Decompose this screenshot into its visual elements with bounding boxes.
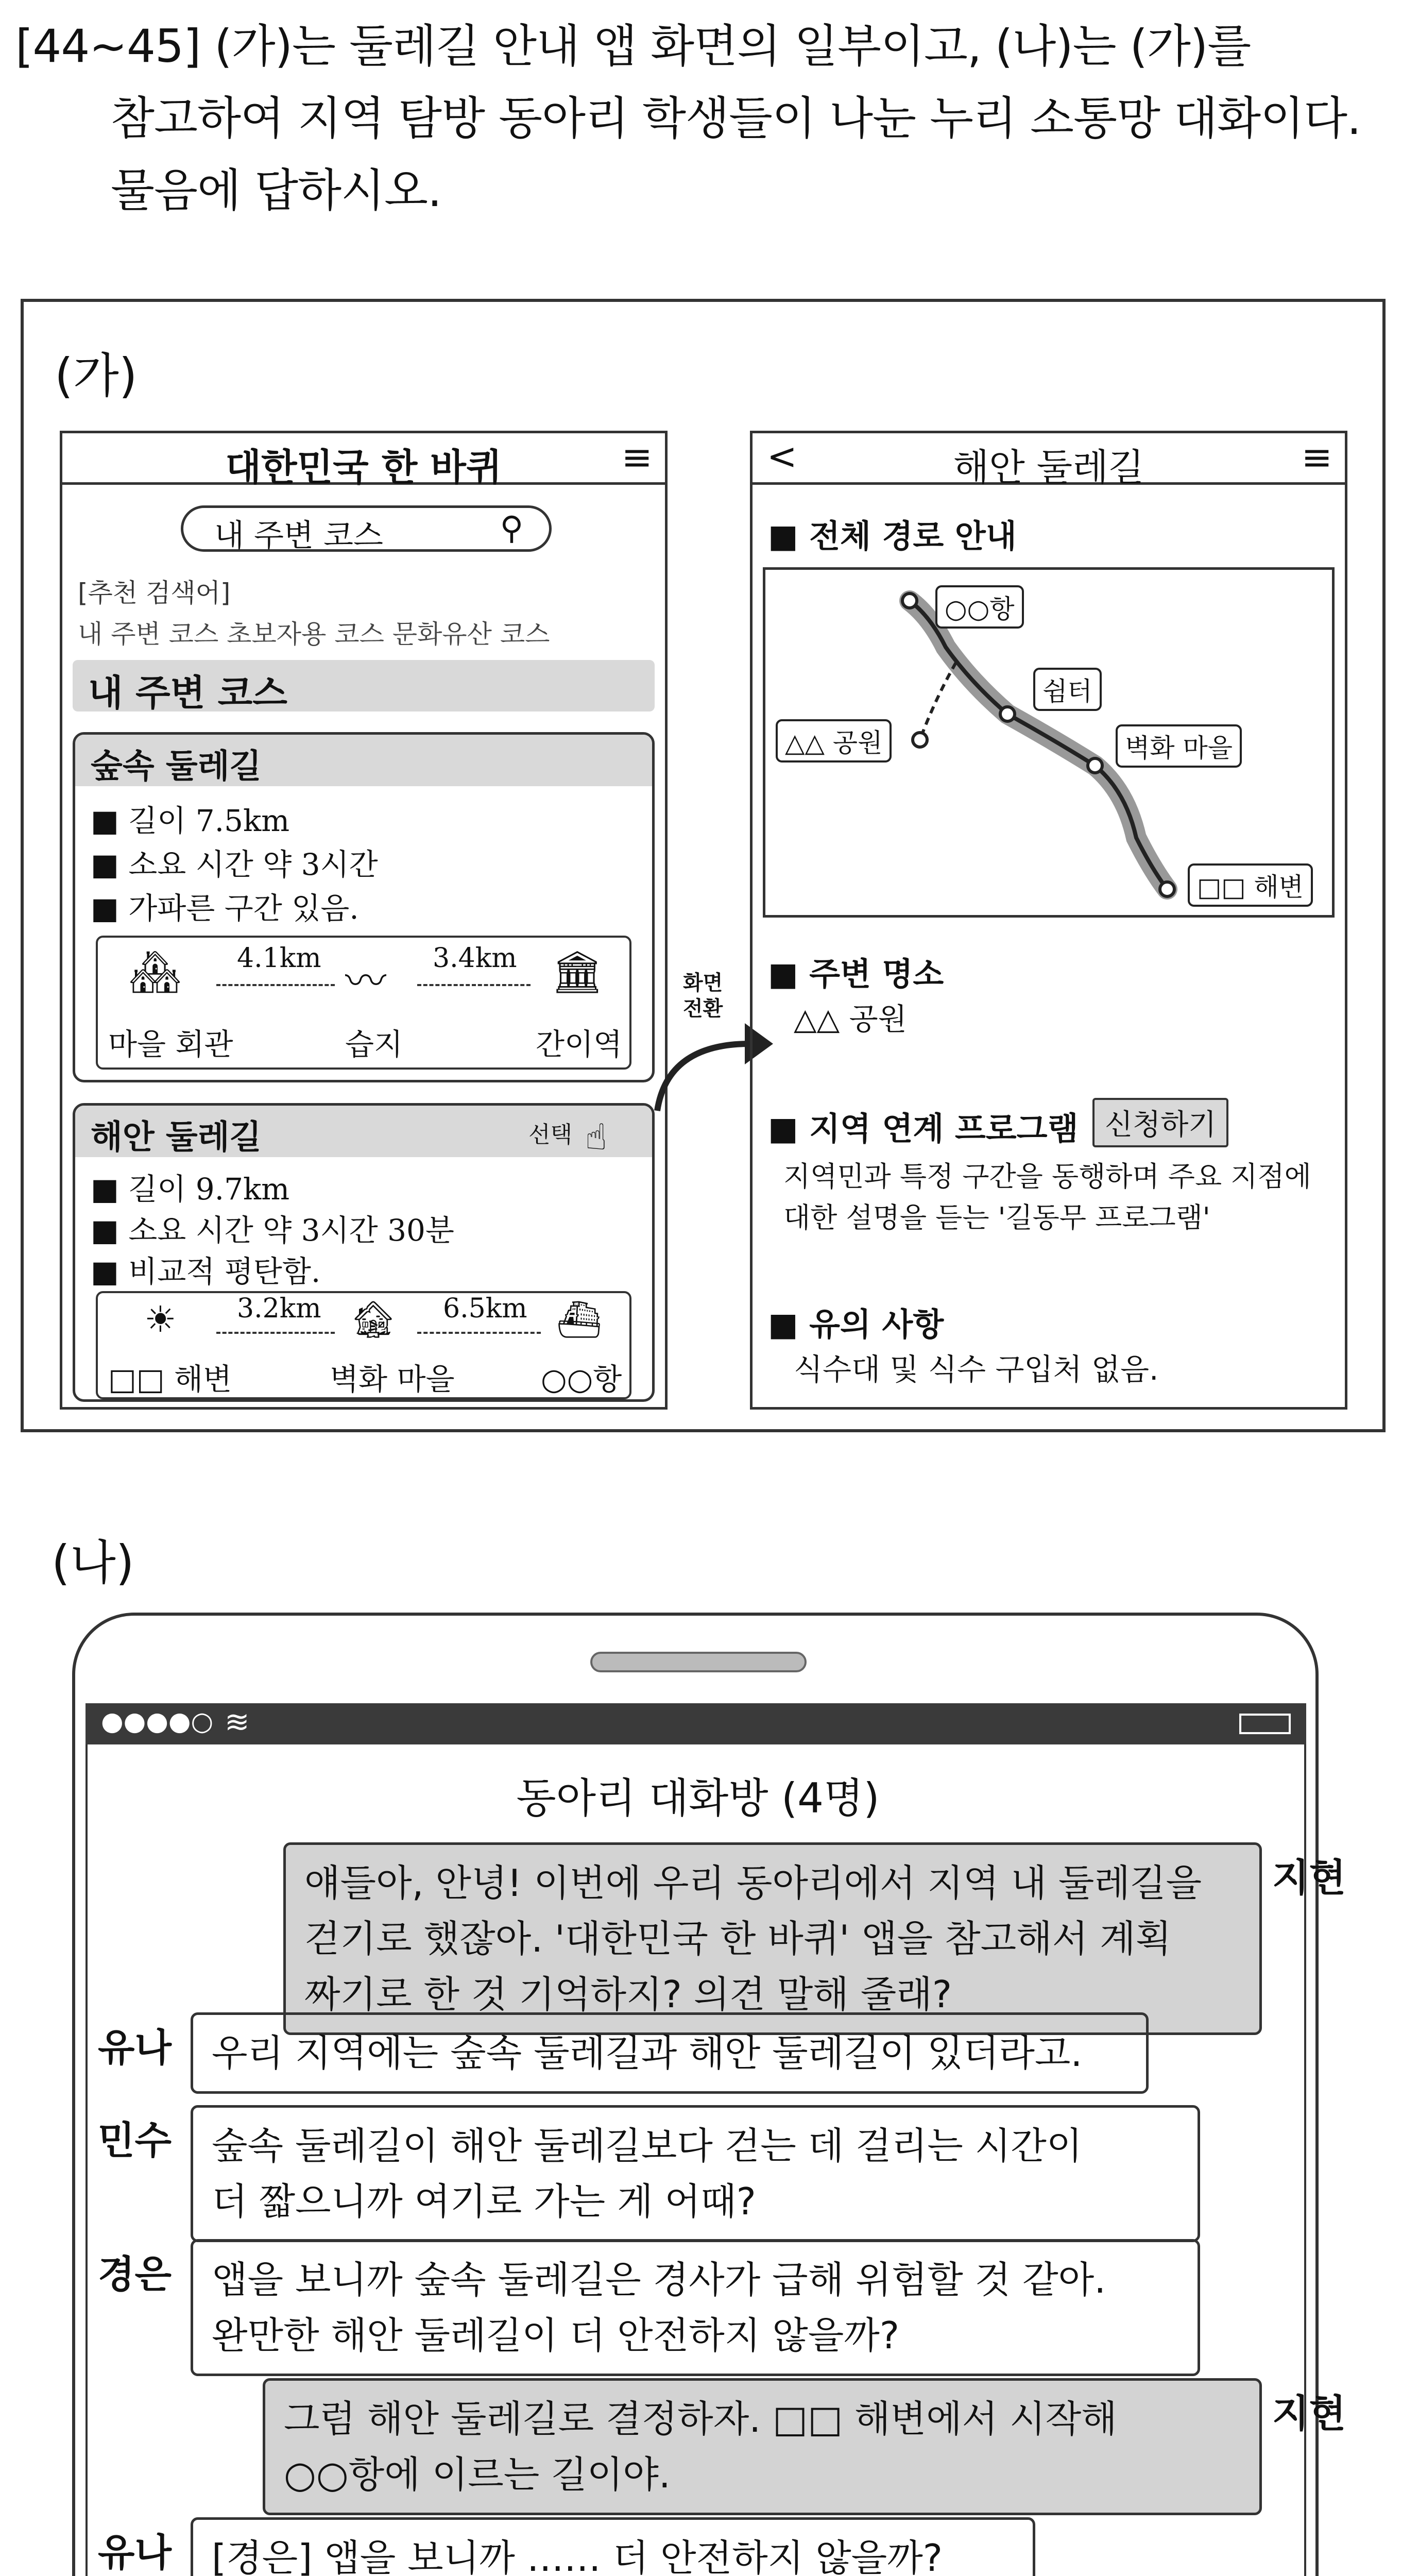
map-label-park: △△ 공원	[776, 719, 892, 762]
notice-heading: ■ 유의 사항	[768, 1306, 944, 1343]
battery-icon	[1239, 1714, 1291, 1734]
landmark-value: △△ 공원	[794, 1002, 907, 1037]
label-na: (나)	[52, 1535, 134, 1590]
chat-bubble[interactable]	[283, 1842, 1262, 2035]
course-info-time: ■ 소요 시간 약 3시간 30분	[91, 1213, 454, 1248]
recommend-items[interactable]: 내 주변 코스 초보자용 코스 문화유산 코스	[78, 619, 550, 649]
route-stop: 마을 회관	[108, 1027, 233, 1062]
search-placeholder: 내 주변 코스	[214, 518, 383, 554]
program-heading: ■ 지역 연계 프로그램	[768, 1110, 1079, 1147]
course-info-time: ■ 소요 시간 약 3시간	[91, 847, 378, 882]
chat-bubble-line: 걷기로 했잖아. '대한민국 한 바퀴' 앱을 참고해서 계획	[304, 1917, 1172, 1960]
question-header-line1: [44~45] (가)는 둘레길 안내 앱 화면의 일부이고, (나)는 (가)를	[15, 20, 1251, 73]
chat-bubble-line: 얘들아, 안녕! 이번에 우리 동아리에서 지역 내 둘레길을	[304, 1861, 1202, 1905]
landmark-heading: ■ 주변 명소	[768, 955, 944, 993]
chat-speaker-name: 유나	[98, 2531, 172, 2575]
chat-bubble-line: 숲속 둘레길이 해안 둘레길보다 걷는 데 걸리는 시간이	[212, 2124, 1083, 2167]
chat-bubble-line: 짜기로 한 것 기억하지? 의견 말해 줄래?	[304, 1973, 952, 2016]
map-label-shelter: 쉼터	[1033, 668, 1102, 711]
app-title: 대한민국 한 바퀴	[225, 446, 502, 489]
route-map[interactable]	[763, 567, 1335, 918]
hand-pointer-icon: ☝	[585, 1116, 607, 1158]
chat-bubble-line: 앱을 보니까 숲속 둘레길은 경사가 급해 위험할 것 같아.	[212, 2258, 1106, 2301]
route-stop: 벽화 마을	[330, 1362, 455, 1397]
chat-bubble-line: 그럼 해안 둘레길로 결정하자. □□ 해변에서 시작해	[284, 2397, 1117, 2441]
recommend-label: [추천 검색어]	[78, 578, 231, 608]
chat-title: 동아리 대화방 (4명)	[516, 1774, 880, 1822]
question-header-line3: 물음에 답하시오.	[111, 164, 442, 217]
chat-bubble-line: 더 짧으니까 여기로 가는 게 어때?	[212, 2180, 756, 2223]
course-card-forest[interactable]	[73, 732, 655, 1082]
chat-bubble[interactable]	[263, 2378, 1262, 2515]
chat-speaker-name: 지현	[1272, 2392, 1346, 2436]
search-icon[interactable]: ⚲	[500, 509, 523, 547]
chat-bubble[interactable]	[191, 2012, 1149, 2094]
map-label-beach: □□ 해변	[1188, 863, 1313, 907]
course-name-bar	[75, 1106, 652, 1157]
app-screen-detail	[750, 431, 1347, 1410]
route-dash	[216, 1332, 335, 1334]
course-info-terrain: ■ 비교적 평탄함.	[91, 1254, 321, 1289]
app-title-bar	[62, 433, 665, 489]
chat-area	[86, 1744, 1346, 2576]
course-route-strip	[96, 936, 631, 1070]
course-card-coast[interactable]	[73, 1103, 655, 1402]
ship-icon: ⛴	[556, 1298, 602, 1341]
phone-frame	[72, 1613, 1346, 2576]
map-label-village: 벽화 마을	[1116, 724, 1242, 768]
route-heading: ■ 전체 경로 안내	[768, 517, 1017, 555]
course-info-length: ■ 길이 9.7km	[91, 1172, 290, 1207]
section-title: 내 주변 코스	[88, 672, 287, 714]
route-dash	[417, 1332, 541, 1334]
chat-bubble-line: [경은] 앱을 보니까 …… 더 안전하지 않을까?	[212, 2530, 1014, 2576]
signal-icon: ●●●●○	[101, 1706, 214, 1736]
section-my-courses	[73, 660, 655, 714]
chat-speaker-name: 민수	[98, 2119, 172, 2163]
app-screen-list	[60, 431, 668, 1410]
chat-bubble-line: 우리 지역에는 숲속 둘레길과 해안 둘레길이 있더라고.	[212, 2031, 1083, 2075]
chat-bubble-line: ○○항에 이르는 길이야.	[284, 2453, 671, 2496]
route-distance-2: 6.5km	[443, 1293, 527, 1324]
course-info-terrain: ■ 가파른 구간 있음.	[91, 891, 359, 926]
course-name: 해안 둘레길	[91, 1118, 262, 1157]
chat-bubble[interactable]	[191, 2517, 1035, 2576]
transition-label-2: 전환	[683, 997, 723, 1021]
route-distance-1: 4.1km	[237, 943, 321, 974]
panel-ga	[21, 299, 1386, 1432]
beach-sun-icon: ☀	[144, 1298, 177, 1341]
chat-speaker-name: 경은	[98, 2252, 172, 2297]
route-distance-1: 3.2km	[237, 1293, 321, 1324]
apply-button[interactable]: 신청하기	[1092, 1098, 1228, 1147]
status-bar	[86, 1703, 1306, 1744]
chat-bubble[interactable]	[191, 2105, 1200, 2242]
route-distance-2: 3.4km	[433, 943, 517, 974]
notice-value: 식수대 및 식수 구입처 없음.	[794, 1352, 1159, 1387]
route-dash	[216, 984, 335, 986]
phone-speaker	[590, 1652, 807, 1672]
course-info-length: ■ 길이 7.5km	[91, 803, 290, 838]
course-name-bar	[75, 735, 652, 786]
detail-title-bar	[753, 433, 1345, 489]
course-route-strip	[96, 1291, 631, 1399]
program-desc-1: 지역민과 특정 구간을 동행하며 주요 지점에	[783, 1160, 1311, 1193]
course-name: 숲속 둘레길	[91, 748, 262, 786]
program-desc-2: 대한 설명을 듣는 '길동무 프로그램'	[783, 1201, 1210, 1234]
route-stop: □□ 해변	[108, 1362, 232, 1397]
mural-village-icon: 🏚	[350, 1298, 396, 1341]
chat-bubble-line: 완만한 해안 둘레길이 더 안전하지 않을까?	[212, 2314, 900, 2357]
route-stop: 간이역	[536, 1027, 623, 1062]
back-button[interactable]: <	[767, 435, 797, 478]
label-ga: (가)	[55, 348, 138, 403]
hamburger-menu-icon[interactable]: ≡	[1301, 435, 1332, 479]
station-icon: 🏛	[551, 948, 604, 996]
hamburger-menu-icon[interactable]: ≡	[621, 435, 653, 479]
route-stop: ○○항	[541, 1362, 622, 1397]
village-hall-icon: 🏘	[129, 948, 181, 996]
wifi-icon: ≋	[225, 1704, 250, 1739]
transition-label-1: 화면	[683, 971, 723, 995]
question-header-line2: 참고하여 지역 탐방 동아리 학생들이 나눈 누리 소통망 대화이다.	[111, 92, 1361, 145]
chat-bubble[interactable]	[191, 2239, 1200, 2376]
search-input[interactable]	[181, 505, 552, 552]
detail-title: 해안 둘레길	[953, 446, 1144, 489]
chat-speaker-name: 지현	[1272, 1856, 1346, 1900]
route-dash	[417, 984, 531, 986]
wetland-icon: 〰	[345, 957, 386, 1005]
chat-speaker-name: 유나	[98, 2026, 172, 2070]
select-label: 선택	[528, 1122, 573, 1148]
route-stop: 습지	[345, 1027, 403, 1062]
map-label-port: ○○항	[935, 585, 1024, 629]
